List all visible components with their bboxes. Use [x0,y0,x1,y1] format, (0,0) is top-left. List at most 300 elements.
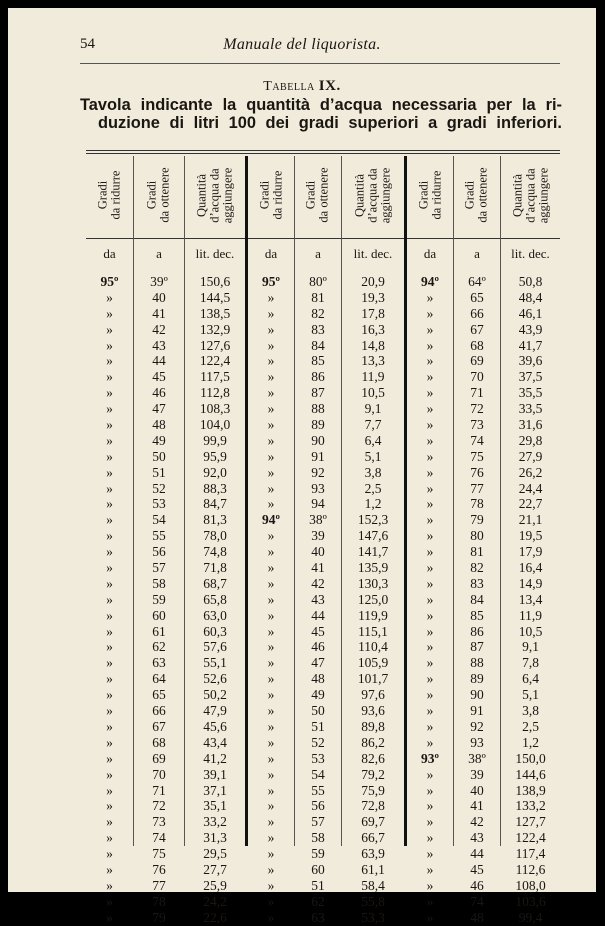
table-label-number: IX. [318,78,341,94]
table-cell: 88 [311,401,325,417]
table-cell: 31,6 [518,417,543,433]
table-cell: 122,4 [515,830,546,846]
table-cell: 78 [470,496,484,512]
table-cell: 72 [470,401,484,417]
table-cell: 144,6 [515,766,546,782]
table-cell: 88,3 [203,480,227,496]
table-cell: 79 [152,909,166,925]
table-cell: » [426,480,434,496]
table-cell: 27,9 [518,448,543,464]
table-cell: 88 [470,655,484,671]
table-cell: » [426,671,434,687]
table-cell: » [267,766,275,782]
unit-a: a [315,246,321,261]
table-cell: 48 [152,417,166,433]
col-ottenere-1 [134,274,184,926]
header-gradi-da-ottenere: Gradi da ottenere [145,167,172,223]
table-cell: 5,1 [364,448,382,464]
header-gradi-da-ridurre: Gradi da ridurre [95,170,123,220]
table-cell: » [267,353,275,369]
table-cell: 78 [152,893,166,909]
table-cell: » [267,671,275,687]
table-cell: 48 [470,909,484,925]
table-cell: 141,7 [357,544,389,560]
table-cell: 94 [311,496,325,512]
header-quantita-acqua: Quantità d’acqua da aggiungere [352,167,393,223]
table-cell: 75,9 [361,782,385,798]
header-rule [80,63,560,64]
table-cell: 83 [470,575,484,591]
unit-a: a [156,246,162,261]
table-cell: » [106,464,113,480]
table-cell: 101,7 [357,671,389,687]
table-cell: 48,4 [518,289,543,305]
table-caption-line-1: Tavola indicante la quantità d’acqua necessaria per la ri- [80,96,562,114]
table-cell: » [426,401,434,417]
table-cell: » [426,528,434,544]
table-cell: 110,4 [358,639,388,655]
table-cell: 33,2 [203,814,227,830]
table-cell: 74 [470,432,484,448]
table-cell: » [426,877,434,893]
table-cell: 43 [311,591,325,607]
table-cell: » [426,798,434,814]
table-cell: 69 [152,750,166,766]
table-cell: 135,9 [357,560,389,576]
table-cell: 55,8 [361,893,385,909]
header-quantita-acqua: Quantità d’acqua da aggiungere [194,167,235,223]
table-cell: 5,1 [522,687,539,703]
table-cell: 55,1 [203,655,227,671]
table-cell: » [426,369,434,385]
table-cell: 92 [311,464,325,480]
table-cell: 11,9 [361,369,385,385]
table-cell: 42 [470,814,484,830]
table-cell: 48 [311,671,325,687]
table-cell: 95,9 [203,448,227,464]
table-cell: 72 [152,798,166,814]
table-cell: 43,4 [203,734,227,750]
table-cell: 45 [311,623,325,639]
table-cell: 40 [470,782,484,798]
table-cell: » [106,734,113,750]
table-cell: 46 [152,385,166,401]
table-cell: 16,4 [518,560,543,576]
table-cell: 17,8 [361,305,385,321]
table-cell: » [106,607,113,623]
table-cell: 117,4 [515,846,546,862]
header-gradi-da-ottenere: Gradi da ottenere [304,167,331,223]
table-cell: 76 [152,861,166,877]
table-cell: 86 [470,623,484,639]
table-cell: 25,9 [203,877,227,893]
table-cell: 57 [152,560,166,576]
table-cell: » [426,448,434,464]
table-cell: 115,1 [358,623,388,639]
table-cell: 60 [152,607,166,623]
table-cell: 79 [470,512,484,528]
table-label-prefix: Tabella [263,79,315,94]
table-cell: 45 [470,861,484,877]
table-cell: 56 [311,798,325,814]
table-cell: » [106,782,113,798]
table-cell: 56 [152,544,166,560]
table-cell: 69 [470,353,484,369]
table-cell: 80º [309,274,327,289]
col-acqua-1 [185,274,245,926]
col-ridurre-3 [407,274,453,926]
table-cell: 53,3 [361,909,385,925]
table-cell: 71 [152,782,166,798]
table-cell: » [426,464,434,480]
table-cell: » [106,591,113,607]
unit-a: a [474,246,480,261]
table-cell: 42 [152,321,166,337]
table-cell: 81 [470,544,484,560]
table-cell: 45,6 [203,718,227,734]
table-caption-line-2: duzione di litri 100 dei gradi superiori a gradi inferiori. [98,114,562,132]
table-cell: 45 [152,369,166,385]
table-cell: 75 [152,846,166,862]
table-cell: » [267,655,275,671]
running-title: Manuale del liquorista. [223,36,381,53]
table-cell: » [267,877,275,893]
table-cell: 82,6 [361,750,385,766]
header-bottom-rule [86,238,560,239]
table-cell: 81 [311,289,325,305]
table-cell: 71 [470,385,484,401]
unit-da: da [423,246,437,261]
table-cell: 150,0 [515,750,546,766]
table-cell: 38º [309,512,327,528]
table-cell: 127,7 [515,814,546,830]
table-cell: » [106,575,113,591]
col-ridurre-2 [248,274,294,926]
table-cell: 55 [311,782,325,798]
col-acqua-3 [501,274,560,926]
table-cell: » [106,544,113,560]
table-cell: 138,9 [515,782,546,798]
table-cell: 26,2 [518,464,543,480]
table-cell: 63,9 [361,846,385,862]
table-cell: » [267,750,275,766]
table-cell: 54 [152,512,166,528]
table-cell: 50,2 [203,687,227,703]
table-cell: 81,3 [203,512,227,528]
table-cell: » [106,877,113,893]
table-cell: » [267,846,275,862]
table-cell: » [267,782,275,798]
table-cell: » [106,289,113,305]
table-cell: » [426,353,434,369]
table-cell: 66,7 [361,830,385,846]
table-cell: 39 [311,528,325,544]
table-cell: » [106,401,113,417]
table-cell: 62 [311,893,325,909]
table-cell: 35,5 [518,385,543,401]
table-cell: » [106,353,113,369]
table-cell: » [267,591,275,607]
book-page [8,8,596,925]
table-cell: 37,1 [203,782,227,798]
table-cell: 85 [311,353,325,369]
table-cell: 39,6 [518,353,543,369]
table-cell: 95º [262,274,280,289]
table-cell: 74,8 [203,544,227,560]
table-cell: » [106,655,113,671]
table-cell: 89 [311,417,325,433]
table-cell: » [106,893,113,909]
header-gradi-da-ridurre: Gradi da ridurre [257,170,284,220]
table-cell: » [426,607,434,623]
table-cell: 39º [150,274,168,289]
table-cell: » [106,639,113,655]
table-cell: 44 [311,607,325,623]
table-cell: 51 [311,718,325,734]
table-cell: » [426,830,434,846]
table-cell: 93º [421,750,439,766]
table-cell: 27,7 [203,861,227,877]
table-cell: » [106,369,113,385]
table-cell: 79,2 [361,766,385,782]
table-cell: 78,0 [203,528,227,544]
table-cell: 43 [152,337,166,353]
table-cell: 3,8 [364,464,382,480]
table-cell: » [106,432,113,448]
table-cell: 89,8 [361,718,385,734]
table-cell: » [106,337,113,353]
col-ottenere-3 [454,274,500,926]
table-cell: 93 [470,734,484,750]
table-cell: » [106,909,113,925]
table-cell: » [426,846,434,862]
table-cell: 69,7 [361,814,385,830]
table-cell: 46 [311,639,325,655]
table-cell: 82 [470,560,484,576]
table-cell: 105,9 [357,655,389,671]
table-cell: 22,6 [203,909,227,925]
table-cell: 63,0 [203,607,227,623]
table-cell: » [426,575,434,591]
table-cell: » [267,480,275,496]
table-cell: 67 [470,321,484,337]
table-cell: » [106,496,113,512]
table-cell: 133,2 [515,798,546,814]
table-cell: » [426,623,434,639]
table-cell: 97,6 [361,687,385,703]
running-header [8,36,596,60]
table-cell: 10,5 [361,385,385,401]
table-cell: 14,8 [361,337,385,353]
table-cell: 39 [470,766,484,782]
table-cell: 63 [311,909,325,925]
table-cell: 53 [311,750,325,766]
table-cell: 73 [152,814,166,830]
table-cell: » [267,703,275,719]
table-cell: 104,0 [199,417,231,433]
table-cell: » [106,846,113,862]
table-cell: 24,2 [203,893,227,909]
table-cell: 52 [152,480,166,496]
table-cell: 52 [311,734,325,750]
table-cell: 60 [311,861,325,877]
table-cell: » [267,448,275,464]
table-cell: 99,4 [518,909,543,925]
table-cell: 70 [470,369,484,385]
table-cell: 38º [468,750,486,766]
header-gradi-da-ottenere: Gradi da ottenere [463,167,490,223]
table-cell: 125,0 [357,591,389,607]
table-cell: 64 [152,671,166,687]
table-cell: 10,5 [518,623,543,639]
table-cell: 41 [152,305,166,321]
table-cell: » [426,544,434,560]
table-cell: 85 [470,607,484,623]
table-cell: » [426,496,434,512]
table-cell: 103,6 [515,893,546,909]
table-cell: 2,5 [364,480,382,496]
table-cell: 89 [470,671,484,687]
table-cell: 37,5 [518,369,543,385]
table-cell: » [267,321,275,337]
table-cell: 19,5 [518,528,543,544]
unit-lit-dec: lit. dec. [195,246,235,261]
table-cell: 40 [152,289,166,305]
table-cell: » [426,639,434,655]
table-cell: » [426,432,434,448]
table-cell: 138,5 [199,305,231,321]
header-quantita-acqua: Quantità d’acqua da aggiungere [510,167,550,223]
table-cell: » [267,623,275,639]
table-cell: » [106,671,113,687]
table-cell: 84,7 [203,496,227,512]
table-cell: 41,7 [518,337,543,353]
table-cell: » [267,560,275,576]
table-cell: 82 [311,305,325,321]
table-cell: 92 [470,718,484,734]
table-cell: 127,6 [199,337,231,353]
table-cell: 87 [311,385,325,401]
table-cell: 57 [311,814,325,830]
table-cell: 112,6 [515,861,546,877]
table-cell: » [267,861,275,877]
table-cell: » [267,639,275,655]
table-cell: 40 [311,544,325,560]
table-cell: 90 [470,687,484,703]
table-cell: 68,7 [203,575,227,591]
table-cell: 84 [311,337,325,353]
table-cell: 43 [470,830,484,846]
table-cell: » [106,798,113,814]
col-acqua-2 [342,274,404,926]
table-cell: 6,4 [522,671,539,687]
unit-lit-dec: lit. dec. [353,246,393,261]
table-cell: » [426,734,434,750]
table-cell: 65,8 [203,591,227,607]
table-cell: » [106,703,113,719]
table-cell: 93 [311,480,325,496]
table-cell: » [426,337,434,353]
table-cell: » [426,512,434,528]
table-cell: » [106,528,113,544]
table-cell: 91 [470,703,484,719]
table-cell: 17,9 [518,544,543,560]
table-cell: » [267,718,275,734]
table-cell: » [106,512,113,528]
table-cell: » [106,687,113,703]
table-cell: » [426,782,434,798]
table-cell: 68 [152,734,166,750]
table-cell: 9,1 [522,639,539,655]
table-cell: 49 [152,432,166,448]
page-number: 54 [80,36,95,52]
table-cell: 49 [311,687,325,703]
table-cell: » [267,607,275,623]
table-cell: 65 [470,289,484,305]
table-cell: 74 [470,893,484,909]
table-cell: » [106,718,113,734]
table-cell: 22,7 [518,496,543,512]
table-cell: » [106,417,113,433]
table-cell: » [106,750,113,766]
table-cell: 58 [152,575,166,591]
table-cell: 55 [152,528,166,544]
table-cell: 41 [470,798,484,814]
table-cell: » [426,560,434,576]
table-cell: » [267,369,275,385]
table-cell: 122,4 [199,353,231,369]
table-cell: » [106,305,113,321]
table-cell: 6,4 [364,432,382,448]
table-top-rule-2 [86,153,560,154]
table-cell: 3,8 [522,703,539,719]
unit-da: da [264,246,278,261]
table-cell: 13,3 [361,353,385,369]
table-cell: 80 [470,528,484,544]
table-cell: 84 [470,591,484,607]
table-cell: » [267,528,275,544]
table-cell: » [106,766,113,782]
table-cell: » [106,560,113,576]
table-cell: » [267,417,275,433]
table-cell: 144,5 [199,289,231,305]
table-cell: 71,8 [203,560,227,576]
table-cell: » [267,544,275,560]
table-cell: 75 [470,448,484,464]
table-cell: 31,3 [203,830,227,846]
unit-lit-dec: lit. dec. [511,246,550,261]
table-cell: 91 [311,448,325,464]
table-cell: 44 [470,846,484,862]
table-cell: 52,6 [203,671,227,687]
table-cell: 35,1 [203,798,227,814]
table-cell: » [426,321,434,337]
table-cell: » [426,893,434,909]
table-cell: 9,1 [364,401,382,417]
table-cell: » [426,687,434,703]
table-cell: 59 [152,591,166,607]
table-cell: 47 [152,401,166,417]
header-gradi-da-ridurre: Gradi da ridurre [416,170,443,220]
table-cell: 65 [152,687,166,703]
table-cell: 41 [311,560,325,576]
table-cell: » [426,861,434,877]
table-cell: 53 [152,496,166,512]
table-cell: 64º [468,274,486,289]
table-cell: 57,6 [203,639,227,655]
table-cell: » [426,718,434,734]
table-cell: 86,2 [361,734,385,750]
